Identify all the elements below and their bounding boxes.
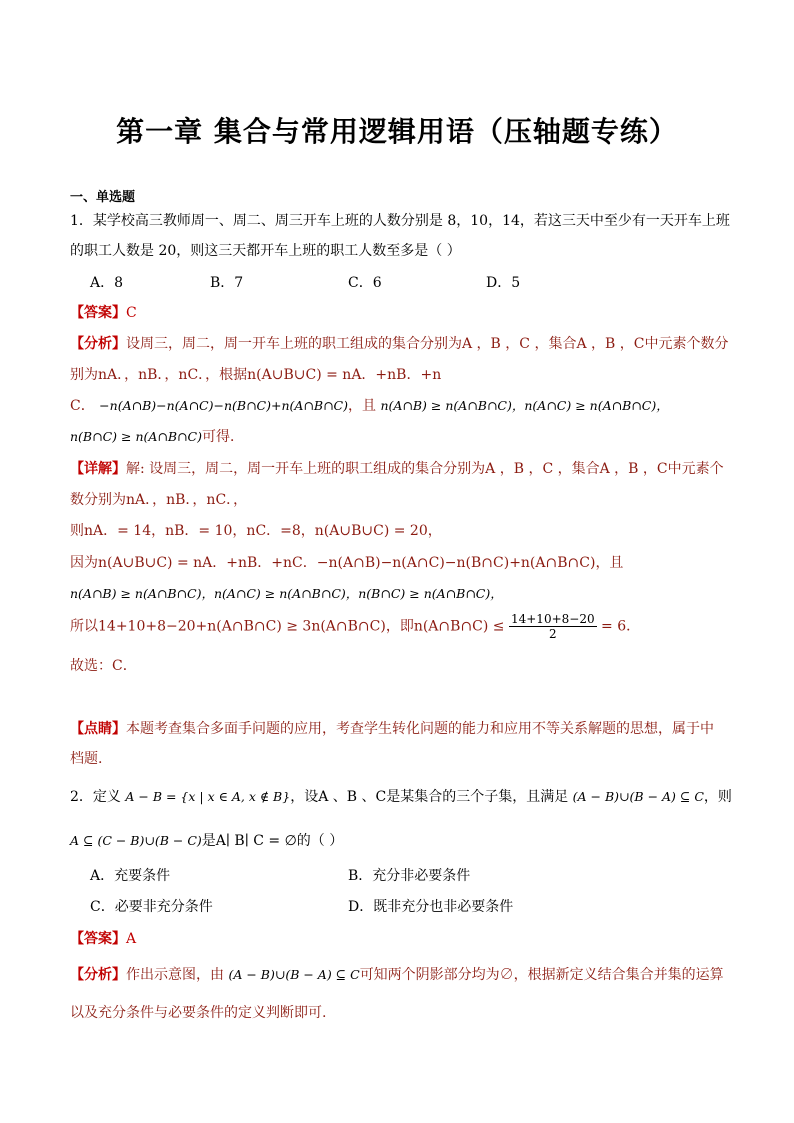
section-heading: 一、单选题 — [70, 190, 136, 205]
q2-analysis-line1 — [70, 964, 724, 984]
q1-option-c: C．6 — [348, 275, 382, 291]
q2-stem-text: 是A∣ B∣ C = ∅的（ ） — [201, 833, 344, 849]
analysis-text: 设周三，周二，周一开车上班的职工组成的集合分别为A ，B ，C ，集合A ，B ，C中元素个数分 — [126, 336, 729, 352]
q2-option-d: D．既非充分也非必要条件 — [348, 899, 514, 915]
q1-stem-line1: 1．某学校高三教师周一、周二、周三开车上班的人数分别是 8，10，14，若这三天中至少有一天开车上班 — [70, 213, 730, 229]
fraction — [509, 612, 597, 641]
q1-detail-line6 — [70, 612, 640, 641]
q1-detail-line2: 数分别为nA．，nB．，nC．， — [70, 492, 248, 508]
q1-detail-line4 — [70, 552, 623, 572]
q1-answer — [70, 302, 137, 322]
detail-text: ，且 — [595, 555, 624, 571]
analysis-text: 可得． — [201, 429, 244, 445]
comment-tag: 【点睛】 — [70, 721, 126, 737]
q2-stem-text: ，则 — [703, 789, 732, 805]
page-title: 第一章 集合与常用逻辑用语（压轴题专练） — [116, 115, 678, 148]
q1-comment-line1 — [70, 718, 714, 738]
q1-detail-line7: 故选：C． — [70, 658, 137, 674]
q2-subset-formula: A ⊆ (C − B)∪(B − C) — [70, 833, 202, 848]
answer-value: C — [126, 305, 137, 321]
q2-stem-text: 2．定义 — [70, 789, 121, 805]
analysis-text: 作出示意图，由 — [126, 967, 224, 983]
fraction-denominator: 2 — [548, 627, 557, 641]
q1-detail-line3: 则nA．= 14，nB．= 10，nC．=8，n(A∪B∪C) = 20， — [70, 523, 442, 539]
q1-option-b: B．7 — [210, 275, 244, 291]
detail-text: 解: 设周三，周二，周一开车上班的职工组成的集合分别为A ，B ，C ，集合A ，B ，C中元素个 — [126, 461, 724, 477]
q2-option-a: A．充要条件 — [90, 868, 171, 884]
q1-option-a: A．8 — [90, 275, 124, 291]
q1-option-d: D．5 — [486, 275, 521, 291]
detail-text: 所以14+10+8−20+n(A∩B∩C) ≥ 3n(A∩B∩C)，即n(A∩B∩C) ≤ — [70, 618, 505, 635]
answer-tag: 【答案】 — [70, 931, 126, 947]
q1-analysis-line2: 别为nA．，nB．，nC．，根据n(A∪B∪C) = nA．+nB．+n — [70, 367, 442, 383]
analysis-formula: n(A∩B) ≥ n(A∩B∩C)，n(A∩C) ≥ n(A∩B∩C)， — [380, 398, 669, 413]
answer-tag: 【答案】 — [70, 305, 126, 321]
answer-value: A — [126, 931, 137, 947]
analysis-tag: 【分析】 — [70, 967, 126, 983]
analysis-formula: −n(A∩B)−n(A∩C)−n(B∩C)+n(A∩B∩C) — [99, 398, 348, 413]
q1-analysis-line1 — [70, 333, 728, 353]
detail-text: 因为n(A∪B∪C) = nA．+nB．+nC．−n(A∩B)−n(A∩C)−n(B∩C)+n(A∩B∩C) — [70, 555, 596, 571]
q1-analysis-line4 — [70, 426, 244, 446]
q1-detail-line1 — [70, 458, 724, 478]
fraction-numerator: 14+10+8−20 — [510, 612, 595, 626]
q2-definition-formula: A − B = {x | x ∈ A, x ∉ B} — [125, 789, 291, 804]
analysis-formula: n(B∩C) ≥ n(A∩B∩C) — [70, 429, 202, 444]
q2-answer — [70, 928, 136, 948]
detail-tag: 【详解】 — [70, 461, 126, 477]
q2-stem-line1 — [70, 786, 732, 806]
q2-option-c: C．必要非充分条件 — [90, 899, 213, 915]
analysis-text: 可知两个阴影部分均为∅，根据新定义结合集合并集的运算 — [359, 967, 724, 983]
analysis-text: C． — [70, 398, 95, 414]
analysis-formula: (A − B)∪(B − A) ⊆ C — [228, 967, 360, 982]
analysis-text: ，且 — [347, 398, 376, 414]
q2-analysis-line2: 以及充分条件与必要条件的定义判断即可. — [70, 1005, 327, 1021]
analysis-tag: 【分析】 — [70, 336, 126, 352]
q1-stem-line2: 的职工人数是 20，则这三天都开车上班的职工人数至多是（ ） — [70, 243, 461, 259]
q1-analysis-line3 — [70, 395, 669, 415]
q1-comment-line2: 档题. — [70, 751, 103, 767]
comment-text: 本题考查集合多面手问题的应用，考查学生转化问题的能力和应用不等关系解题的思想，属于中 — [126, 721, 714, 737]
detail-text: = 6． — [601, 618, 641, 635]
q2-condition-formula: (A − B)∪(B − A) ⊆ C — [572, 789, 704, 804]
q1-detail-line5: n(A∩B) ≥ n(A∩B∩C)，n(A∩C) ≥ n(A∩B∩C)，n(B∩C) ≥ n(A∩B∩C)， — [70, 586, 503, 601]
q2-stem-line2 — [70, 830, 343, 850]
q2-option-b: B．充分非必要条件 — [348, 868, 471, 884]
q2-stem-text: ，设A 、B 、C是某集合的三个子集，且满足 — [290, 789, 569, 805]
